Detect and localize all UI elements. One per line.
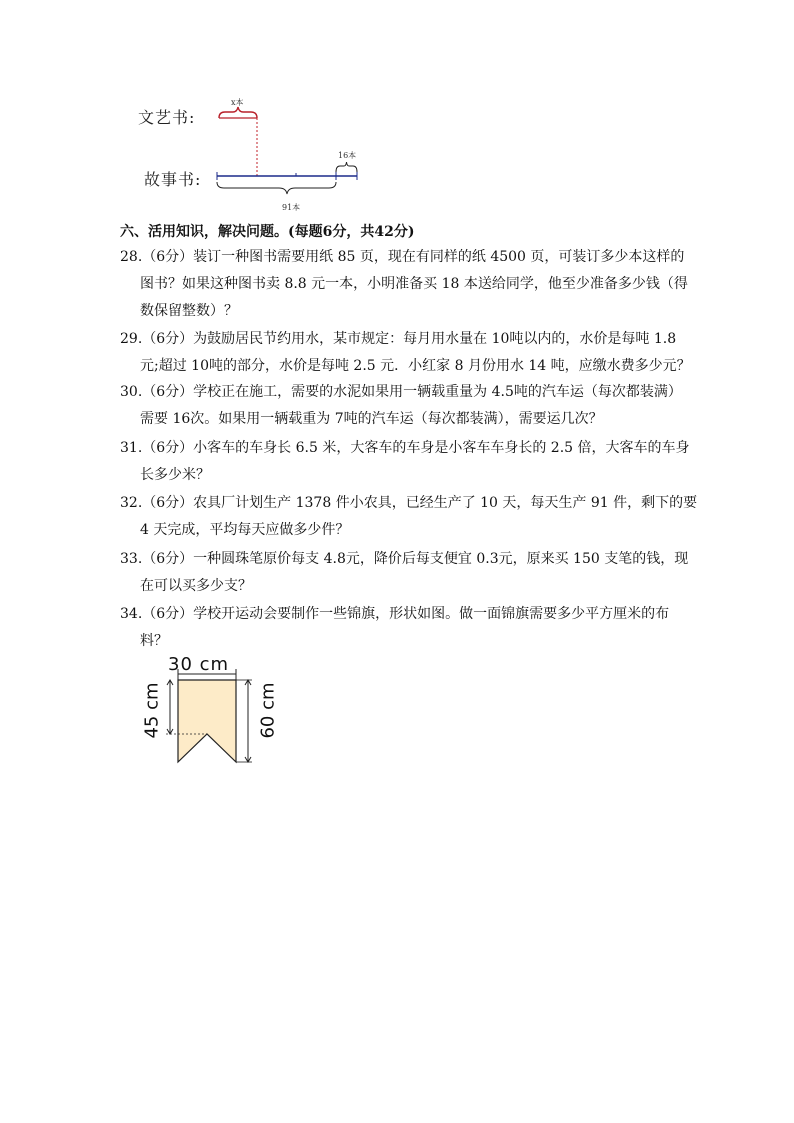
total-brace bbox=[217, 182, 336, 194]
question-28-line-1: 28.（6分）装订一种图书需要用纸 85 页，现在有同样的纸 4500 页，可装订多少本这样的 bbox=[120, 249, 685, 265]
x-books-label: x本 bbox=[231, 98, 244, 107]
question-29 bbox=[120, 326, 691, 380]
question-31 bbox=[120, 435, 690, 489]
question-32 bbox=[120, 490, 698, 544]
question-34 bbox=[120, 601, 680, 655]
pennant-diagram bbox=[138, 654, 288, 772]
question-29-line-2: 元;超过 10吨的部分，水价是每吨 2.5 元．小红家 8 月份用水 14 吨，应缴水费多少元？ bbox=[140, 358, 691, 374]
book-segments-svg bbox=[120, 88, 400, 218]
question-31-line-2: 长多少米？ bbox=[140, 467, 210, 483]
book-segment-diagram bbox=[120, 88, 400, 218]
question-28 bbox=[120, 244, 688, 325]
question-28-line-3: 数保留整数）？ bbox=[140, 303, 238, 319]
total-books-label: 91本 bbox=[282, 203, 301, 212]
question-30 bbox=[120, 379, 680, 433]
question-32-line-2: 4 天完成，平均每天应做多少件？ bbox=[140, 522, 350, 538]
story-books-label: 故事书: bbox=[144, 170, 202, 189]
question-33-line-2: 在可以买多少支？ bbox=[140, 578, 252, 594]
question-30-line-2: 需要 16次。如果用一辆载重为 7吨的汽车运（每次都装满），需要运几次？ bbox=[140, 411, 603, 427]
flag-left-height-label: 45 cm bbox=[141, 682, 163, 739]
question-33 bbox=[120, 546, 689, 600]
question-28-line-2: 图书？如果这种图书卖 8.8 元一本，小明准备买 18 本送给同学，他至少准备多少钱（得 bbox=[140, 276, 688, 292]
flag-right-height-label: 60 cm bbox=[257, 682, 279, 739]
section-title: 六、活用知识，解决问题。(每题6分，共42分) bbox=[120, 224, 415, 240]
question-31-line-1: 31.（6分）小客车的车身长 6.5 米，大客车的车身是小客车车身长的 2.5 倍，大客车的车身 bbox=[120, 440, 690, 456]
question-34-line-2: 料？ bbox=[140, 633, 168, 649]
question-32-line-1: 32.（6分）农具厂计划生产 1378 件小农具，已经生产了 10 天，每天生产 91 件，剩下的要 bbox=[120, 495, 698, 511]
question-30-line-1: 30.（6分）学校正在施工，需要的水泥如果用一辆载重量为 4.5吨的汽车运（每次都装满） bbox=[120, 384, 682, 400]
flag-width-label: 30 cm bbox=[168, 654, 230, 675]
x-brace bbox=[219, 107, 257, 118]
pennant-svg bbox=[138, 654, 288, 772]
sixteen-brace bbox=[336, 162, 357, 172]
question-33-line-1: 33.（6分）一种圆珠笔原价每支 4.8元，降价后每支便宜 0.3元，原来买 150 支笔的钱，现 bbox=[120, 551, 689, 567]
pennant-shape bbox=[178, 680, 236, 762]
question-29-line-1: 29.（6分）为鼓励居民节约用水，某市规定：每月用水量在 10吨以内的，水价是每吨 1.8 bbox=[120, 331, 677, 347]
literature-books-label: 文艺书: bbox=[138, 108, 196, 127]
sixteen-books-label: 16本 bbox=[338, 151, 357, 160]
question-34-line-1: 34.（6分）学校开运动会要制作一些锦旗，形状如图。做一面锦旗需要多少平方厘米的布 bbox=[120, 606, 670, 622]
